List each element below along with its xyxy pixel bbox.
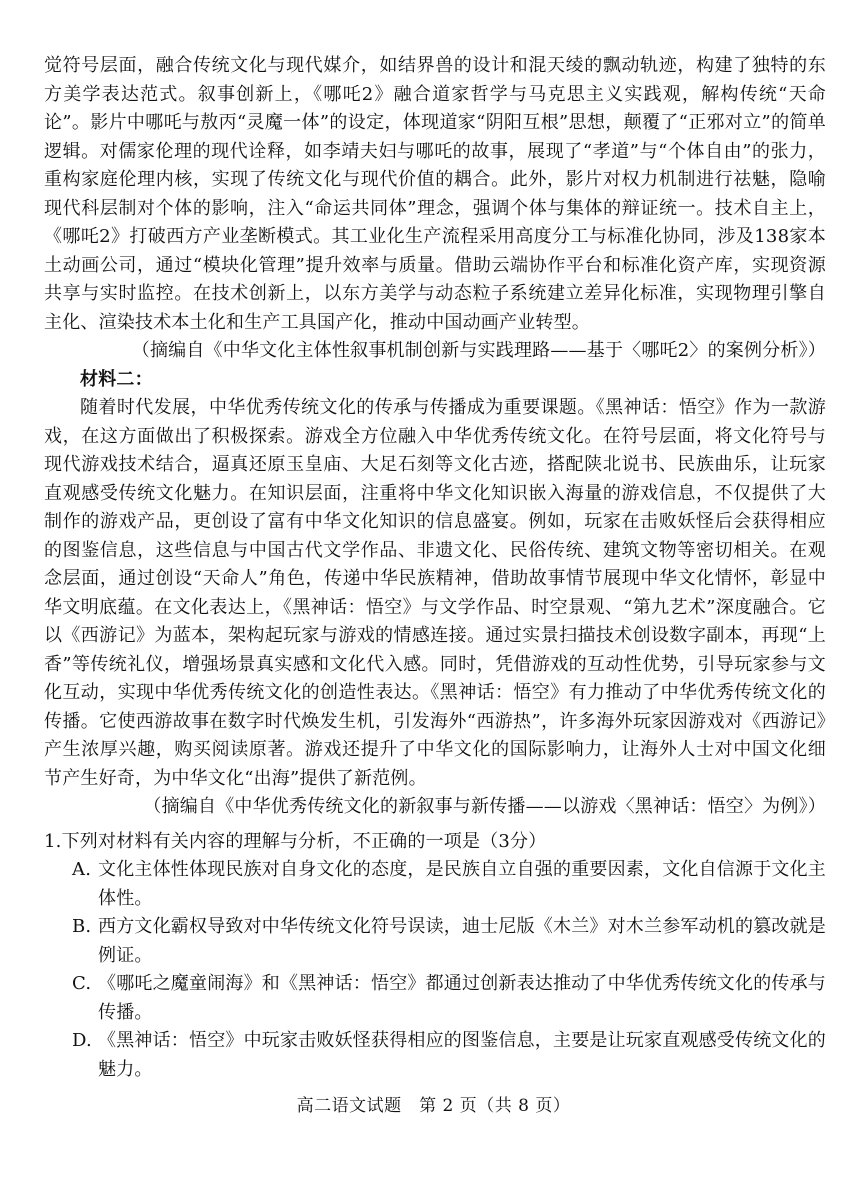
option-text: 《黑神话：悟空》中玩家击败妖怪获得相应的图鉴信息，主要是让玩家直观感受传统文化的魅力。	[98, 1030, 826, 1080]
option-text: 西方文化霸权导致对中华传统文化符号误读，迪士尼版《木兰》对木兰参军动机的篡改就是例证。	[98, 916, 826, 966]
material1-paragraph: 觉符号层面，融合传统文化与现代媒介，如结界兽的设计和混天绫的飘动轨迹，构建了独特的东方美学表达范式。叙事创新上，《哪吒2》融合道家哲学与马克思主义实践观，解构传统“天命论”。影片中哪吒与敖丙“灵魔一体”的设定，体现道家“阴阳互根”思想，颠覆了“正邪对立”的简单逻辑。对儒家伦理的现代诠释，如李靖夫妇与哪吒的故事，展现了“孝道”与“个体自由”的张力，重构家庭伦理内核，实现了传统文化与现代价值的耦合。此外，影片对权力机制进行祛魅，隐喻现代科层制对个体的影响，注入“命运共同体”理念，强调个体与集体的辩证统一。技术自主上，《哪吒2》打破西方产业垄断模式。其工业化生产流程采用高度分工与标准化协同，涉及138家本土动画公司，通过“模块化管理”提升效率与质量。借助云端协作平台和标准化资产库，实现资源共享与实时监控。在技术创新上，以东方美学与动态粒子系统建立差异化标准，实现物理引擎自主化、渲染技术本土化和生产工具国产化，推动中国动画产业转型。	[44, 55, 826, 333]
document-body	[44, 52, 826, 1084]
material2-paragraph: 随着时代发展，中华优秀传统文化的传承与传播成为重要课题。《黑神话：悟空》作为一款游戏，在这方面做出了积极探索。游戏全方位融入中华优秀传统文化。在符号层面，将文化符号与现代游戏技术结合，逼真还原玉皇庙、大足石刻等文化古迹，搭配陕北说书、民族曲乐，让玩家直观感受传统文化魅力。在知识层面，注重将中华文化知识嵌入海量的游戏信息，不仅提供了大制作的游戏产品，更创设了富有中华文化知识的信息盛宴。例如，玩家在击败妖怪后会获得相应的图鉴信息，这些信息与中国古代文学作品、非遗文化、民俗传统、建筑文物等密切相关。在观念层面，通过创设“天命人”角色，传递中华民族精神，借助故事情节展现中华文化情怀，彰显中华文明底蕴。在文化表达上，《黑神话：悟空》与文学作品、时空景观、“第九艺术”深度融合。它以《西游记》为蓝本，架构起玩家与游戏的情感连接。通过实景扫描技术创设数字副本，再现“上香”等传统礼仪，增强场景真实感和文化代入感。同时，凭借游戏的互动性优势，引导玩家参与文化互动，实现中华优秀传统文化的创造性表达。《黑神话：悟空》有力推动了中华优秀传统文化的传播。它使西游故事在数字时代焕发生机，引发海外“西游热”，许多海外玩家因游戏对《西游记》产生浓厚兴趣，购买阅读原著。游戏还提升了中华文化的国际影响力，让海外人士对中国文化细节产生好奇，为中华文化“出海”提供了新范例。	[44, 397, 826, 789]
option-letter: B.	[72, 916, 92, 937]
question1-option-a	[44, 856, 826, 913]
material2-heading: 材料二：	[80, 368, 153, 390]
material2-source: （摘编自《中华优秀传统文化的新叙事与新传播——以游戏〈黑神话：悟空〉为例》）	[143, 796, 826, 817]
question1-stem: 1.下列对材料有关内容的理解与分析，不正确的一项是（3分）	[44, 830, 547, 852]
option-text: 文化主体性体现民族对自身文化的态度，是民族自立自强的重要因素，文化自信源于文化主体性。	[98, 859, 826, 909]
question1-option-c	[44, 970, 826, 1027]
option-letter: C.	[72, 973, 92, 994]
option-text: 《哪吒之魔童闹海》和《黑神话：悟空》都通过创新表达推动了中华优秀传统文化的传承与传播。	[98, 973, 826, 1023]
question1-option-d	[44, 1027, 826, 1084]
page-footer: 高二语文试题 第 2 页（共 8 页）	[296, 1096, 571, 1116]
question1-option-b	[44, 913, 826, 970]
material1-source: （摘编自《中华文化主体性叙事机制创新与实践理路——基于〈哪吒2〉的案例分析》）	[131, 340, 826, 361]
option-letter: A.	[72, 859, 92, 880]
option-letter: D.	[72, 1030, 92, 1051]
